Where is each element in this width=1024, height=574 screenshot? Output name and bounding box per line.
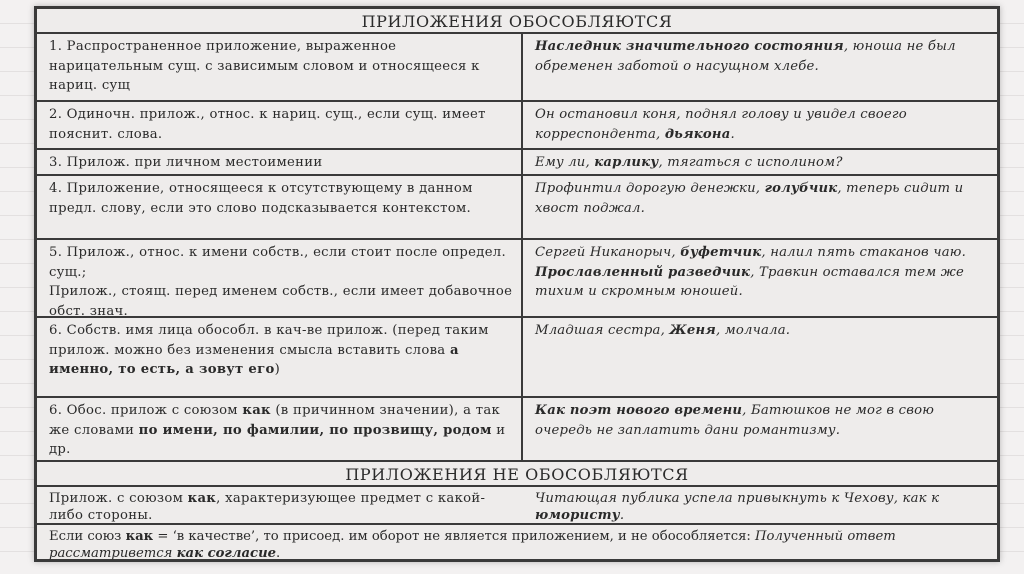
example-text: , Батюшков не мог в свою очередь не заплатить дани романтизму. xyxy=(535,403,935,438)
rule-text: 2. Одиночн. прилож., относ. к нариц. сущ., если сущ. имеет пояснит. слова. xyxy=(49,107,486,142)
rule-text: ) xyxy=(274,362,281,377)
rule-bold: по имени, по фамилии, по прозвищу, родом xyxy=(138,422,492,438)
rule-cell xyxy=(37,176,523,238)
header-title: ПРИЛОЖЕНИЯ ОБОСОБЛЯЮТСЯ xyxy=(361,12,673,31)
rule-cell xyxy=(37,240,523,319)
table-row xyxy=(37,150,997,176)
example-text: Профинтил дорогую денежки, xyxy=(535,181,765,196)
example-bold: голубчик xyxy=(764,181,838,196)
example-bold: дьякона xyxy=(664,126,731,142)
footer-italic: Полученный ответ рассматривется xyxy=(49,529,896,561)
rule-text: 6. Собств. имя лица обособл. в кач-ве прилож. (перед таким прилож. можно без изменения смысла вставить слова xyxy=(49,323,489,358)
footer-text-part: Если союз xyxy=(49,529,126,544)
rule-cell xyxy=(37,487,523,523)
rule-cell xyxy=(37,150,523,174)
table-header-not-isolated xyxy=(37,462,997,487)
example-text: Сергей Никанорыч, xyxy=(535,245,681,260)
example-bold: юмористу xyxy=(535,508,620,523)
example-bold: буфетчик xyxy=(680,245,762,260)
example-cell xyxy=(523,34,997,100)
rule-bold: а именно, то есть, а зовут его xyxy=(49,342,459,377)
example-text: . xyxy=(730,126,735,142)
example-text: Ему ли, xyxy=(535,155,595,170)
example-text: , теперь сидит и хвост поджал. xyxy=(535,181,964,216)
rule-cell xyxy=(37,318,523,396)
footer-bold-italic: как согласие xyxy=(176,546,277,561)
example-cell xyxy=(523,102,997,148)
rule-text: (в причинном значении), а так же словами xyxy=(49,403,501,438)
table-row xyxy=(37,240,997,318)
example-bold: Наследник значительного состояния xyxy=(535,39,844,54)
example-bold: Прославленный разведчик xyxy=(535,264,751,280)
example-cell xyxy=(523,487,997,523)
example-text: , налил пять стаканов чаю. xyxy=(761,245,966,260)
example-text: Младшая сестра, xyxy=(535,323,670,338)
example-text: . xyxy=(619,508,625,523)
footer-note xyxy=(37,525,997,559)
table-row xyxy=(37,176,997,240)
table-row xyxy=(37,102,997,150)
example-bold: Женя xyxy=(669,323,716,338)
rules-table xyxy=(34,6,1000,562)
example-bold: Как поэт нового времени xyxy=(535,403,743,418)
rule-text: 3. Прилож. при личном местоимении xyxy=(49,155,323,170)
rule-text: и др. xyxy=(49,422,506,457)
example-text: , Травкин оставался тем же тихим и скромным юношей. xyxy=(535,264,964,299)
table-row xyxy=(37,318,997,398)
rule-text: Прилож., стоящ. перед именем собств., если имеет добавочное обст. знач. xyxy=(49,284,513,319)
footer-bold: как xyxy=(125,529,154,544)
table-row xyxy=(37,487,997,525)
rule-text: Прилож. с союзом xyxy=(49,491,188,506)
example-cell xyxy=(523,176,997,238)
example-text: , юноша не был обременен заботой о насущном хлебе. xyxy=(535,39,956,74)
rule-text: 1. Распространенное приложение, выраженное нарицательным сущ. с зависимым словом и относящееся к нариц. сущ xyxy=(49,39,480,93)
rule-bold: как xyxy=(242,403,271,418)
example-text: Читающая публика успела привыкнуть к Чехову, как к xyxy=(535,491,940,506)
example-bold: карлику xyxy=(594,155,659,170)
example-text: , тягаться с исполином? xyxy=(658,155,843,170)
table-header-isolated xyxy=(37,9,997,34)
example-text: Он остановил коня, поднял голову и увидел своего корреспондента, xyxy=(535,107,907,142)
footer-text-part: . xyxy=(276,546,281,561)
footer-text xyxy=(37,525,997,559)
rule-cell xyxy=(37,102,523,148)
example-text: , молчала. xyxy=(715,323,791,338)
rule-text: , характеризующее предмет с какой-либо стороны. xyxy=(49,491,486,523)
rule-text: 5. Прилож., относ. к имени собств., если стоит после определ. сущ.; xyxy=(49,245,506,280)
table-row xyxy=(37,398,997,462)
example-cell xyxy=(523,150,997,174)
example-cell xyxy=(523,398,997,460)
example-cell xyxy=(523,318,997,396)
header-title: ПРИЛОЖЕНИЯ НЕ ОБОСОБЛЯЮТСЯ xyxy=(345,465,689,484)
rule-bold: как xyxy=(187,491,217,506)
rule-text: 6. Обос. прилож с союзом xyxy=(49,403,243,418)
footer-text-part: = ‘в качестве’, то присоед. им оборот не является приложением, и не обособляется: xyxy=(153,529,756,544)
rule-cell xyxy=(37,398,523,460)
table-row xyxy=(37,34,997,102)
example-cell xyxy=(523,240,997,316)
rule-text: 4. Приложение, относящееся к отсутствующему в данном предл. слову, если это слово подсказывается контекстом. xyxy=(49,181,473,216)
rule-cell xyxy=(37,34,523,100)
